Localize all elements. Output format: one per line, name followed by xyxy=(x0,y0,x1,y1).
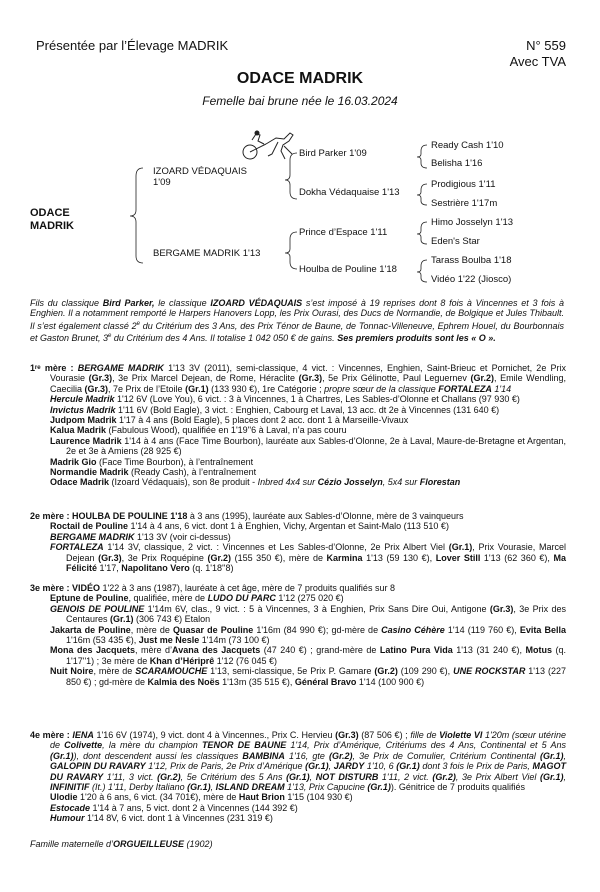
horse-name xyxy=(30,207,74,233)
ancestor-7: Tarass Boulba 1'18 xyxy=(431,255,512,266)
list-item: Judpom Madrik 1'17 à 4 ans (Bold Eagle), 5 places dont 2 acc. dont 1 à Marseille-Vivaux xyxy=(50,415,409,426)
sire-dam: Dokha Védaquaise 1'13 xyxy=(299,187,400,198)
list-item: Madrik Gio (Face Time Bourbon), à l’entraînement xyxy=(50,456,254,467)
list-item: Normandie Madrik (Ready Cash), à l’entraînement xyxy=(50,467,257,478)
list-item: Hercule Madrik 1'12 6V (Love You), 6 vict. : 3 à Vincennes, 1 à Chartres, Les Sables-d’Olonne et Challans (97 930 €) xyxy=(50,394,520,405)
tva-label: Avec TVA xyxy=(509,54,566,69)
fourth-dam-section xyxy=(30,730,566,824)
ancestor-6: Eden's Star xyxy=(431,236,480,247)
list-item: Laurence Madrik 1'14 à 4 ans (Face Time Bourbon), lauréate aux Sables-d’Olonne, 2e à Laval, Maure-de-Bretagne et Argentan, 2e et 3e à Amiens (28 925 €) xyxy=(50,435,566,457)
ancestor-8: Vidéo 1'22 (Jiosco) xyxy=(431,274,512,285)
ancestor-5: Himo Josselyn 1'13 xyxy=(431,217,514,228)
second-dam-header: 2e mère : HOULBA DE POULINE 1'18 à 3 ans (1995), lauréate aux Sables-d’Olonne, mère de 3 vainqueurs xyxy=(30,511,464,521)
dam-dam: Houlba de Pouline 1'18 xyxy=(299,264,397,275)
list-item: BERGAME MADRIK 1'13 3V (voir ci-dessus) xyxy=(50,531,231,542)
maternal-family: Famille maternelle d’ORGUEILLEUSE (1902) xyxy=(30,839,213,849)
list-item: FORTALEZA 1'14 3V, classique, 2 vict. : Vincennes et Les Sables-d’Olonne, 2e Prix Albert Viel (Gr.1), Prix Vourasie, Marcel Dejean (Gr.3), 3e Prix Roquépine (Gr.2) (155 350 €), mère de Karmina 1'13 (59 130 €), Lover Still 1'13 (62 360 €), Ma Félicité 1'17, Napolitano Vero (q. 1'18''8) xyxy=(50,542,567,574)
fourth-dam-header: 4e mère : IENA 1'16 6V (1974), 9 vict. dont 4 à Vincennes., Prix C. Hervieu (Gr.3) (87 506 €) ; fille de Violette VI 1'20m (sœur utérine de Colivette, la mère du champion TENOR DE BAUNE 1'14, Prix d’Amérique, Critériums des 4 Ans, Continental et 5 Ans (Gr.1)), dont descendent aussi les classiques BAMBINA 1'16, gte (Gr.2), 3e Prix de Cornulier, Critérium Continental (Gr.1), GALOPIN DU RAVARY 1'12, Prix de Paris, 2e Prix d’Amérique (Gr.1), JARDY 1'10, 6 (Gr.1) dont 3 fois le Prix de Paris, MAGOT DU RAVARY 1'11, 3 vict. (Gr.2), 5e Critérium des 5 Ans (Gr.1), NOT DISTURB 1'11, 2 vict. (Gr.2), 3e Prix Albert Viel (Gr.1), INFINITIF (It.) 1'11, Derby Italiano (Gr.1), ISLAND DREAM 1'13, Prix Capucine (Gr.1)). Génitrice de 7 produits qualifiés xyxy=(30,730,567,793)
horse-name-line1: ODACE xyxy=(30,207,70,219)
third-dam-section xyxy=(30,583,566,687)
list-item: GENOIS DE POULINE 1'14m 6V, clas., 9 vict. : 5 à Vincennes, 3 à Enghien, Prix Sans Dire Oui, Antigone (Gr.3), 3e Prix des Centaures (Gr.1) (306 743 €) Etalon xyxy=(50,603,566,625)
dam-sire: Prince d’Espace 1'11 xyxy=(299,227,388,238)
list-item: Invictus Madrik 1'11 6V (Bold Eagle), 3 vict. : Enghien, Cabourg et Laval, 13 acc. dt 2e à Vincennes (131 640 €) xyxy=(50,404,500,415)
third-dam-header: 3e mère : VIDÉO 1'22 à 3 ans (1987), lauréate à cet âge, mère de 7 produits qualifiés sur 8 xyxy=(30,583,395,593)
first-dam-section xyxy=(30,363,566,488)
list-item: Mona des Jacquets, mère d’Avana des Jacquets (47 240 €) ; grand-mère de Latino Pura Vida 1'13 (31 240 €), Motus (q. 1'17''1) ; 3e mère de Khan d’Hériprê 1'12 (76 045 €) xyxy=(50,645,566,666)
list-item: Jakarta de Pouline, mère de Quasar de Pouline 1'16m (84 990 €); gd-mère de Casino Céhère 1'14 (119 760 €), Evita Bella 1'16m (53 435 €), Just me Nesle 1'14m (73 100 €) xyxy=(50,624,566,646)
sire-description: Fils du classique Bird Parker, le classique IZOARD VÉDAQUAIS s’est imposé à 19 reprises dont 8 fois à Vincennes et 3 fois à Enghien. Il a notamment remporté le Harpers Hanovers Lopp, les Prix Ourasi, des Ducs de Normandie, de Bolgique et Jules Thibault. Il s’est également classé 2e du Critérium des 3 Ans, des Prix Ténor de Baune, de Tonnac-Villeneuve, Ephrem Houel, du Bourbonnais et Gaston Brunet, 3e du Critérium des 4 Ans. Il totalise 1 042 050 € de gains. Ses premiers produits sont les « O ». xyxy=(30,298,565,344)
list-item: Roctail de Pouline 1'14 à 4 ans, 6 vict. dont 1 à Enghien, Vichy, Argentan et Saint-Malo (113 510 €) xyxy=(50,521,449,532)
sire-year: 1'09 xyxy=(153,177,171,188)
ancestor-3: Prodigious 1'11 xyxy=(431,179,496,190)
list-item: Odace Madrik (Izoard Védaquais), son 8e produit - Inbred 4x4 sur Cézio Josselyn, 5x4 sur Florestan xyxy=(50,477,461,488)
list-item: Nuit Noire, mère de SCARAMOUCHE 1'13, semi-classique, 5e Prix P. Gamare (Gr.2) (109 290 €), UNE ROCKSTAR 1'13 (227 850 €) ; gd-mère de Kalmia des Noës 1'13m (35 515 €), Général Bravo 1'14 (100 900 €) xyxy=(50,666,566,687)
sire-label: IZOARD VÉDAQUAIS xyxy=(153,166,247,177)
ancestor-1: Ready Cash 1'10 xyxy=(431,140,504,151)
list-item: Estocade 1'14 à 7 ans, 5 vict. dont 2 à Vincennes (144 392 €) xyxy=(50,802,298,813)
ancestor-2: Belisha 1'16 xyxy=(431,158,483,169)
sire-sire: Bird Parker 1'09 xyxy=(299,148,367,159)
lot-number: N° 559 xyxy=(526,38,566,53)
list-item: Humour 1'14 8V, 6 vict. dont 1 à Vincennes (231 319 €) xyxy=(50,813,273,824)
ancestor-4: Sestrière 1'17m xyxy=(431,198,498,209)
page-title: ODACE MADRIK xyxy=(236,70,364,87)
trotter-sulky-icon xyxy=(238,128,302,160)
second-dam-section xyxy=(30,511,566,573)
presenter-text: Présentée par l’Élevage MADRIK xyxy=(36,38,229,53)
first-dam-header: 1ʳᵉ mère : BERGAME MADRIK 1'13 3V (2011), semi-classique, 4 vict. : Vincennes, Enghien, Saint-Brieuc et Pornichet, 2e Prix Vourasie (Gr.3), 3e Prix Marcel Dejean, de Rome, Héraclite (Gr.3), 5e Prix Gélinotte, Paul Leguernev (Gr.2), Emile Wendling, Caecilia (Gr.3), 7e Prix de l’Etoile (Gr.1) (133 930 €), 1re Catégorie ; propre sœur de la classique FORTALEZA 1'14 xyxy=(30,363,567,394)
sire-name xyxy=(153,166,247,188)
page-subtitle: Femelle bai brune née le 16.03.2024 xyxy=(202,94,398,108)
list-item: Kalua Madrik (Fabulous Wood), qualifiée en 1'19''6 à Laval, n’a pas couru xyxy=(50,425,347,436)
dam-name: BERGAME MADRIK 1'13 xyxy=(153,248,261,259)
list-item: Eptune de Pouline, qualifiée, mère de LUDO DU PARC 1'12 (275 020 €) xyxy=(50,593,344,604)
list-item: Ulodie 1'20 à 6 ans, 6 vict. (34 701€), mère de Haut Brion 1'15 (104 930 €) xyxy=(50,792,353,803)
horse-name-line2: MADRIK xyxy=(30,220,74,232)
